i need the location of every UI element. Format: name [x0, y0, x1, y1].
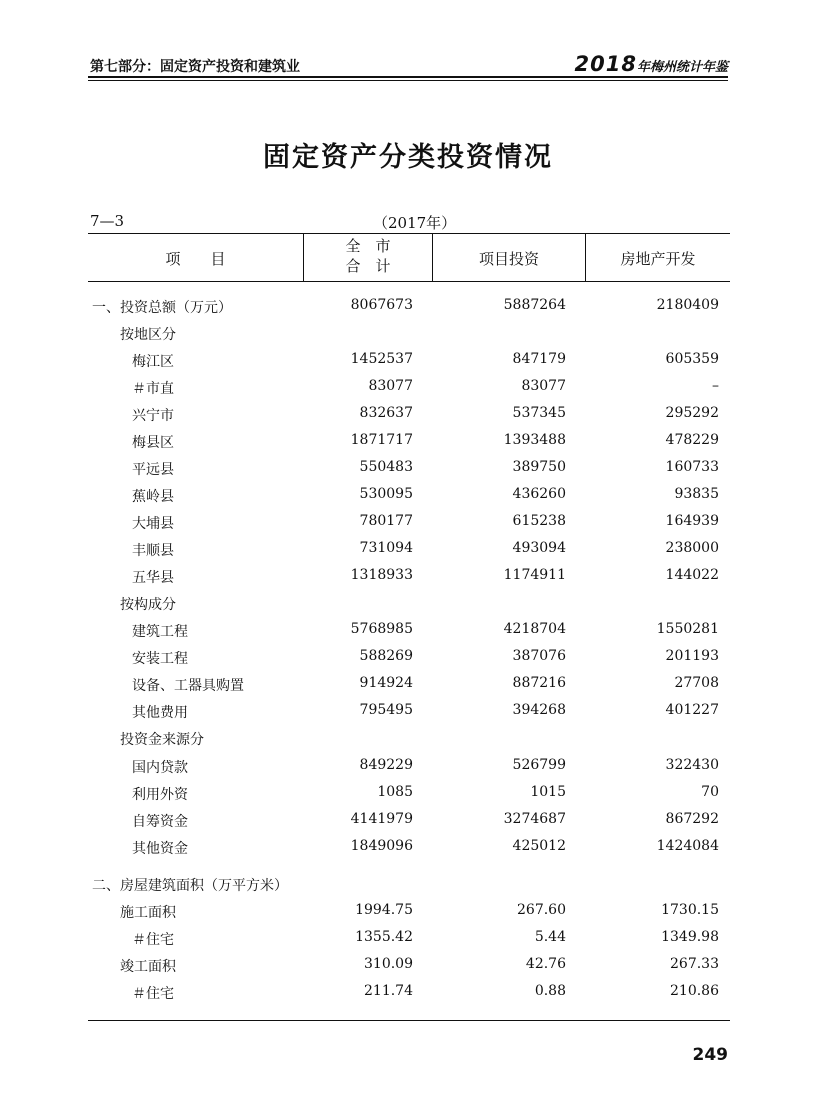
- row-label: 五华县: [132, 570, 174, 586]
- table-row: [0, 373, 816, 400]
- cell-real-estate: 201193: [665, 648, 719, 664]
- cell-project: 267.60: [517, 902, 566, 918]
- row-label: 一、投资总额（万元）: [92, 300, 232, 316]
- table-row: [0, 779, 816, 806]
- table-top-rule: [88, 233, 730, 234]
- cell-real-estate: 295292: [665, 405, 719, 421]
- cell-real-estate: 1424084: [656, 838, 719, 854]
- row-label: ＃市直: [132, 381, 174, 397]
- row-label: 安装工程: [132, 651, 188, 667]
- row-label: 其他费用: [132, 705, 188, 721]
- row-label: 竣工面积: [120, 959, 176, 975]
- header-total: [304, 236, 432, 276]
- cell-total: 83077: [368, 378, 413, 394]
- table-row: [0, 508, 816, 535]
- cell-project: 493094: [512, 540, 566, 556]
- table-row: [0, 643, 816, 670]
- table-row: [0, 616, 816, 643]
- table-row: [0, 870, 816, 897]
- table-row: [0, 427, 816, 454]
- cell-total: 1849096: [350, 838, 413, 854]
- table-row: [0, 481, 816, 508]
- table-row: [0, 292, 816, 319]
- cell-project: 436260: [512, 486, 566, 502]
- header-rule: [88, 76, 728, 78]
- cell-real-estate: 1730.15: [661, 902, 719, 918]
- cell-project: 5.44: [534, 929, 566, 945]
- table-row: [0, 978, 816, 1005]
- row-label: 利用外资: [132, 787, 188, 803]
- table-row: [0, 454, 816, 481]
- row-label: 施工面积: [120, 905, 176, 921]
- cell-project: 537345: [512, 405, 566, 421]
- row-label: 按地区分: [120, 327, 176, 343]
- table-row: [0, 319, 816, 346]
- cell-total: 530095: [359, 486, 413, 502]
- row-label: ＃住宅: [132, 986, 174, 1002]
- row-label: 按构成分: [120, 597, 176, 613]
- cell-project: 1174911: [503, 567, 566, 583]
- table-row: [0, 897, 816, 924]
- table-row: [0, 562, 816, 589]
- table-row: [0, 670, 816, 697]
- cell-real-estate: 27708: [674, 675, 719, 691]
- cell-real-estate: 2180409: [656, 297, 719, 313]
- table-row: [0, 400, 816, 427]
- row-label: 自筹资金: [132, 814, 188, 830]
- cell-real-estate: –: [712, 378, 719, 394]
- cell-real-estate: 605359: [665, 351, 719, 367]
- cell-project: 83077: [521, 378, 566, 394]
- header-real-estate: 房地产开发: [620, 250, 696, 268]
- cell-total: 588269: [359, 648, 413, 664]
- page-number: 249: [692, 1045, 728, 1065]
- row-label: 设备、工器具购置: [132, 678, 244, 694]
- cell-real-estate: 164939: [665, 513, 719, 529]
- cell-real-estate: 238000: [665, 540, 719, 556]
- cell-real-estate: 144022: [665, 567, 719, 583]
- cell-total: 731094: [359, 540, 413, 556]
- row-label: 蕉岭县: [132, 489, 174, 505]
- cell-real-estate: 70: [701, 784, 719, 800]
- cell-total: 4141979: [350, 811, 413, 827]
- cell-total: 1994.75: [355, 902, 413, 918]
- row-label: 平远县: [132, 462, 174, 478]
- cell-real-estate: 867292: [665, 811, 719, 827]
- cell-total: 1452537: [350, 351, 413, 367]
- cell-real-estate: 1550281: [656, 621, 719, 637]
- row-label: 二、房屋建筑面积（万平方米）: [92, 878, 288, 894]
- yearbook-year: 2018: [574, 52, 637, 76]
- cell-total: 795495: [359, 702, 413, 718]
- cell-real-estate: 478229: [665, 432, 719, 448]
- section-header: 第七部分：固定资产投资和建筑业: [90, 59, 300, 75]
- row-label: 建筑工程: [132, 624, 188, 640]
- row-label: ＃住宅: [132, 932, 174, 948]
- cell-project: 0.88: [534, 983, 566, 999]
- table-row: [0, 724, 816, 751]
- row-label: 其他资金: [132, 841, 188, 857]
- table-header-rule: [88, 281, 730, 282]
- table-row: [0, 833, 816, 860]
- table-row: [0, 346, 816, 373]
- cell-total: 1355.42: [355, 929, 413, 945]
- cell-project: 526799: [512, 757, 566, 773]
- cell-total: 1871717: [350, 432, 413, 448]
- row-label: 投资金来源分: [120, 732, 204, 748]
- cell-real-estate: 401227: [665, 702, 719, 718]
- header-rule-thin: [88, 80, 728, 81]
- cell-real-estate: 267.33: [670, 956, 719, 972]
- cell-total: 550483: [359, 459, 413, 475]
- cell-project: 5887264: [503, 297, 566, 313]
- cell-real-estate: 1349.98: [661, 929, 719, 945]
- cell-project: 387076: [512, 648, 566, 664]
- row-label: 梅江区: [132, 354, 174, 370]
- header-project: 项目投资: [478, 250, 539, 268]
- header-item: 项 目: [165, 250, 226, 268]
- cell-project: 394268: [512, 702, 566, 718]
- cell-project: 1393488: [503, 432, 566, 448]
- cell-project: 389750: [512, 459, 566, 475]
- row-label: 国内贷款: [132, 760, 188, 776]
- cell-project: 615238: [512, 513, 566, 529]
- cell-total: 211.74: [364, 983, 413, 999]
- table-number: 7—3: [90, 212, 125, 230]
- table-row: [0, 589, 816, 616]
- cell-project: 1015: [530, 784, 566, 800]
- cell-total: 1085: [377, 784, 413, 800]
- cell-total: 914924: [359, 675, 413, 691]
- cell-total: 780177: [359, 513, 413, 529]
- table-row: [0, 806, 816, 833]
- cell-real-estate: 322430: [665, 757, 719, 773]
- table-row: [0, 535, 816, 562]
- row-label: 兴宁市: [132, 408, 174, 424]
- cell-real-estate: 160733: [665, 459, 719, 475]
- cell-total: 849229: [359, 757, 413, 773]
- cell-real-estate: 210.86: [670, 983, 719, 999]
- cell-total: 832637: [359, 405, 413, 421]
- row-label: 丰顺县: [132, 543, 174, 559]
- yearbook-name: 年梅州统计年鉴: [636, 60, 728, 75]
- table-row: [0, 752, 816, 779]
- cell-total: 5768985: [350, 621, 413, 637]
- table-year: （2017年）: [373, 214, 457, 232]
- header-total-line1: 全 市: [345, 237, 391, 255]
- cell-project: 42.76: [525, 956, 566, 972]
- yearbook-header: [575, 52, 728, 76]
- cell-total: 8067673: [350, 297, 413, 313]
- cell-total: 1318933: [350, 567, 413, 583]
- cell-project: 847179: [512, 351, 566, 367]
- table-row: [0, 924, 816, 951]
- table-bottom-rule: [88, 1020, 730, 1021]
- row-label: 梅县区: [132, 435, 174, 451]
- cell-project: 887216: [512, 675, 566, 691]
- row-label: 大埔县: [132, 516, 174, 532]
- table-row: [0, 951, 816, 978]
- cell-total: 310.09: [364, 956, 413, 972]
- cell-real-estate: 93835: [674, 486, 719, 502]
- page-title: 固定资产分类投资情况: [263, 142, 553, 173]
- table-row: [0, 697, 816, 724]
- cell-project: 3274687: [503, 811, 566, 827]
- cell-project: 4218704: [503, 621, 566, 637]
- cell-project: 425012: [512, 838, 566, 854]
- header-total-line2: 合 计: [345, 257, 391, 275]
